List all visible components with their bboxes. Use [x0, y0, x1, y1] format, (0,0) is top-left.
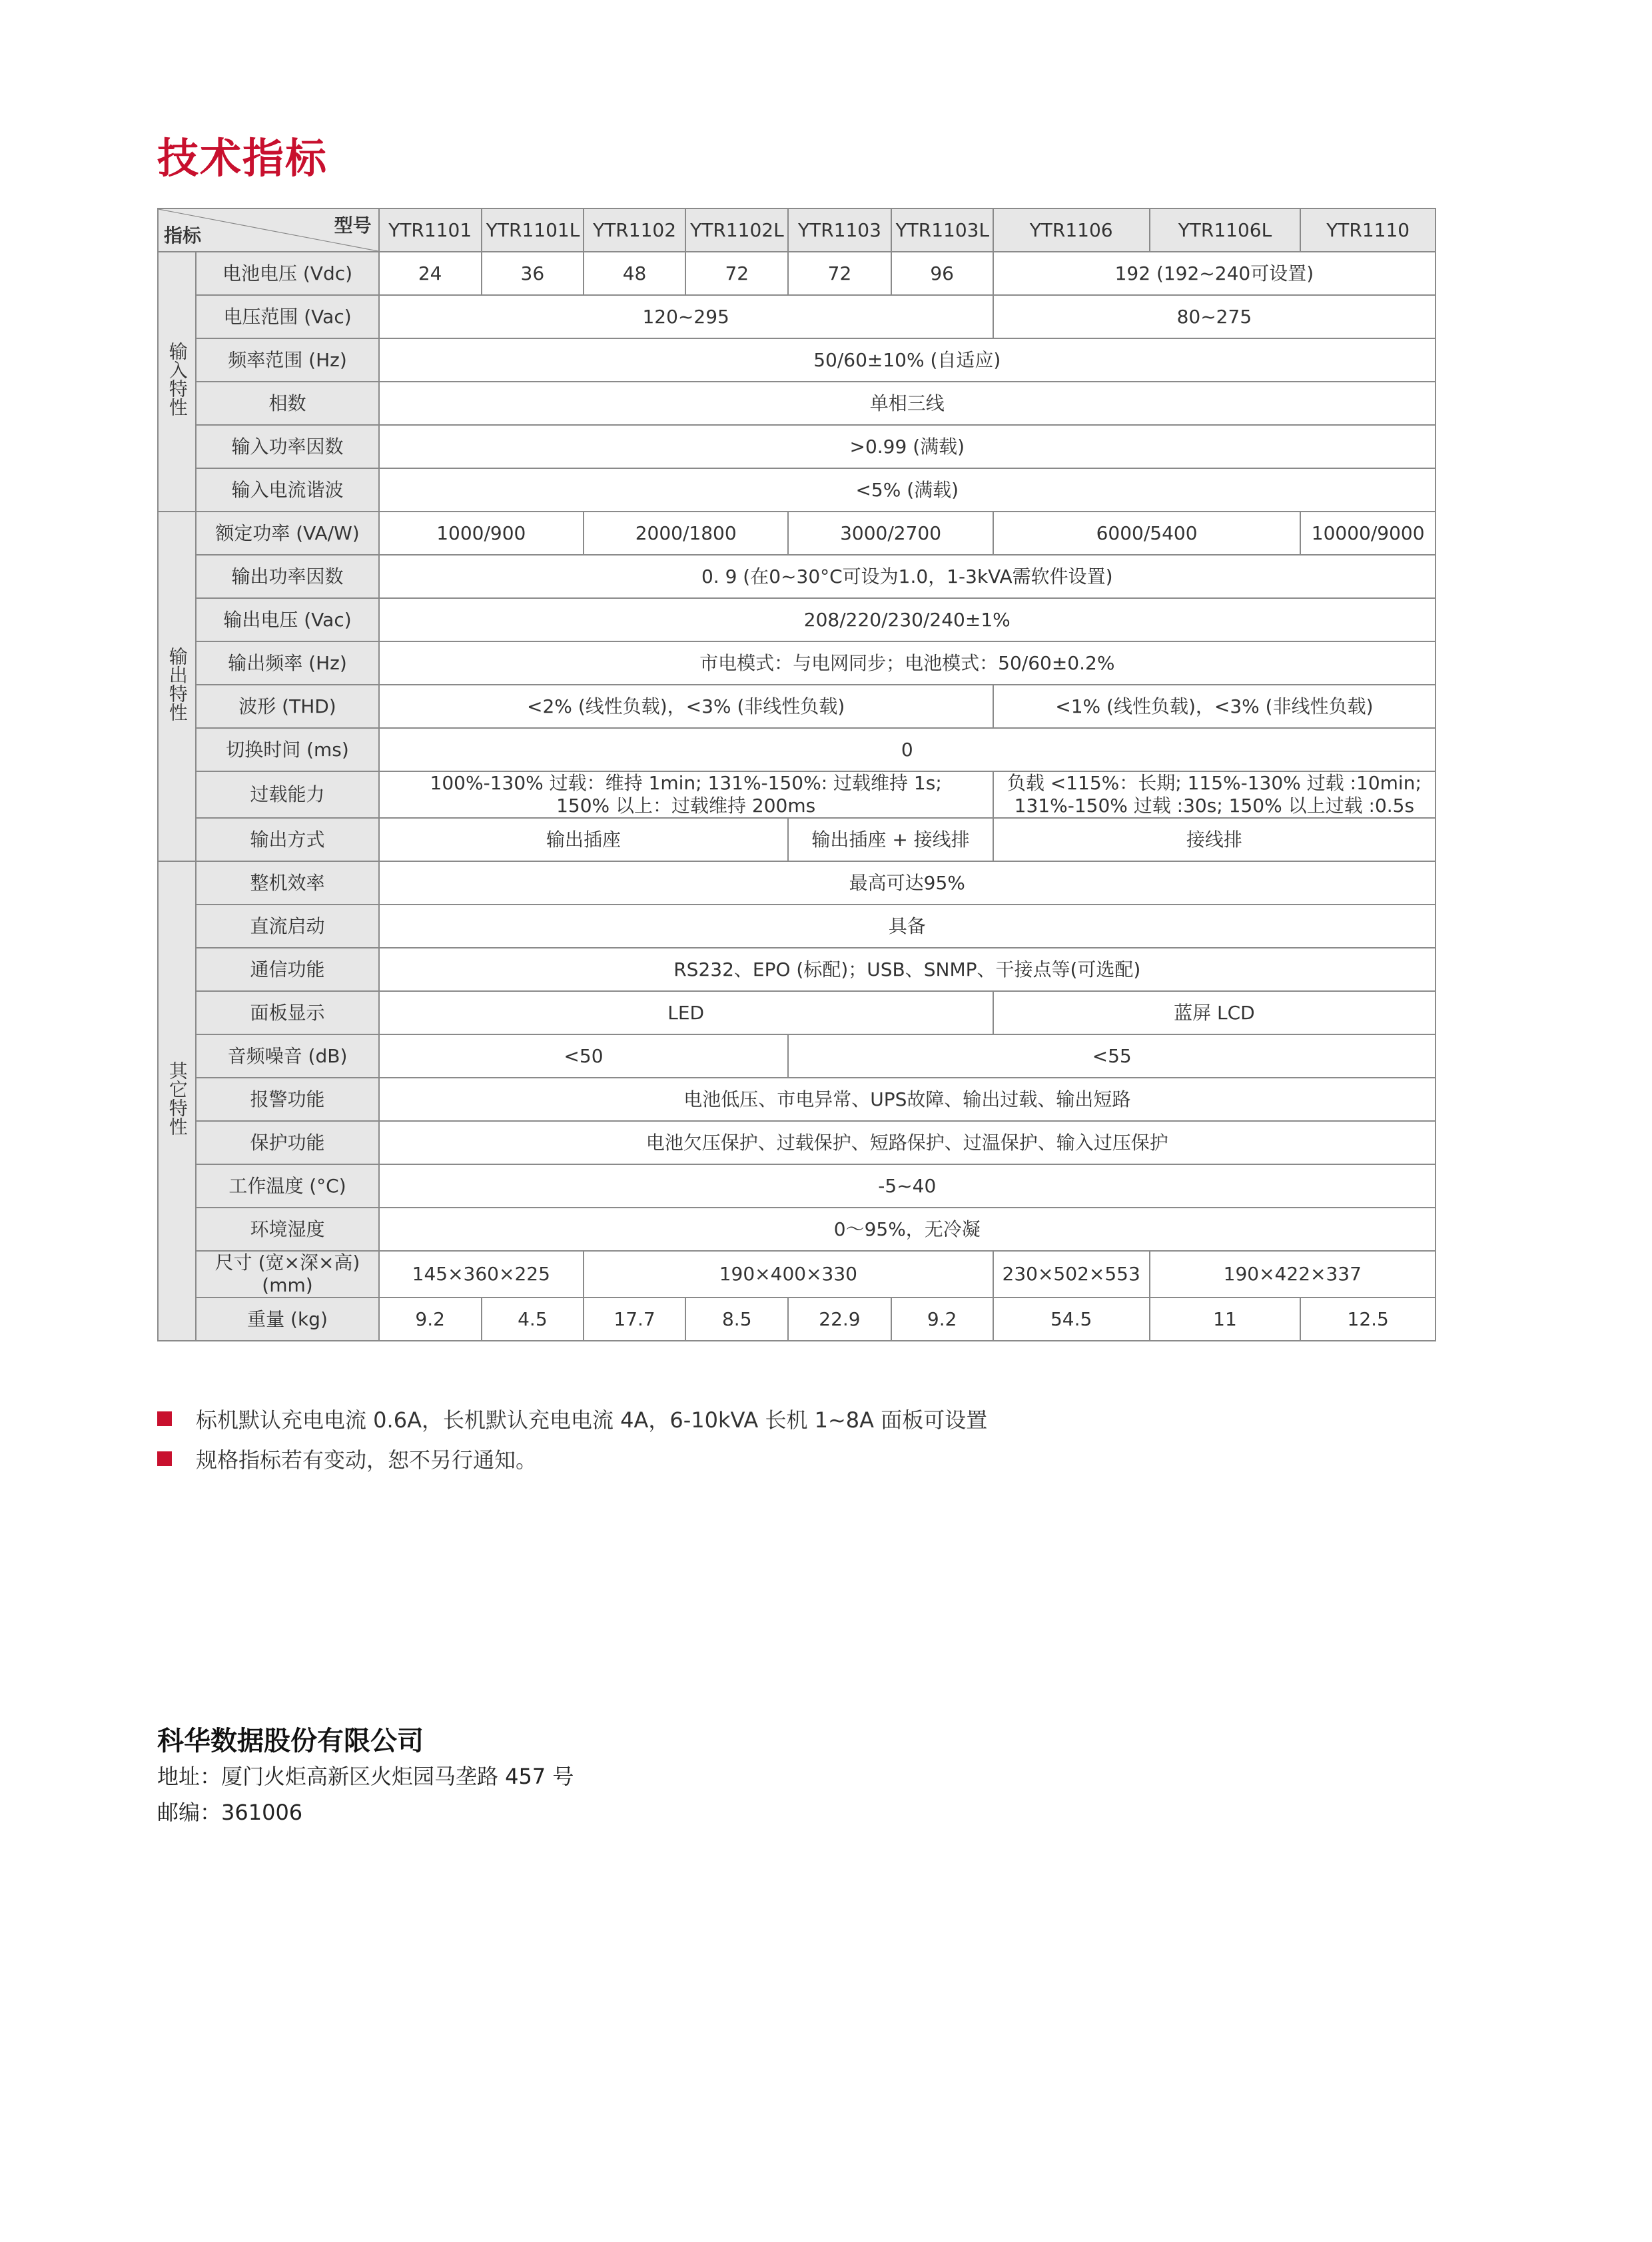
row-label: 输出功率因数 — [196, 555, 378, 598]
row-label-line: 尺寸 (宽×深×高) — [214, 1252, 360, 1274]
row-label: 报警功能 — [196, 1078, 378, 1121]
cell: 22.9 — [788, 1298, 891, 1341]
row-label: 相数 — [196, 382, 378, 425]
cell: 3000/2700 — [788, 512, 993, 555]
group-label: 其它特性 — [166, 1061, 189, 1136]
table-row — [158, 1251, 1436, 1298]
bullet-square-icon — [157, 1451, 172, 1466]
cell-line: 负载 <115%：长期; 115%-130% 过载 :10min; — [1007, 772, 1422, 794]
table-row — [158, 1208, 1436, 1251]
bullet-square-icon — [157, 1411, 172, 1426]
table-row — [158, 771, 1436, 818]
cell: 接线排 — [993, 818, 1436, 861]
page-title: 技术指标 — [157, 134, 328, 183]
cell: 单相三线 — [379, 382, 1436, 425]
cell — [379, 771, 993, 818]
cell: 输出插座 — [379, 818, 789, 861]
cell: 145×360×225 — [379, 1251, 584, 1298]
row-label: 保护功能 — [196, 1121, 378, 1164]
cell: 80~275 — [993, 295, 1436, 338]
cell: -5~40 — [379, 1164, 1436, 1208]
cell: 230×502×553 — [993, 1251, 1150, 1298]
model-header: YTR1102 — [584, 208, 685, 252]
row-label: 电池电压 (Vdc) — [196, 252, 378, 295]
cell: 192 (192~240可设置) — [993, 252, 1436, 295]
table-row — [158, 1078, 1436, 1121]
cell: 11 — [1150, 1298, 1301, 1341]
cell: 9.2 — [379, 1298, 482, 1341]
row-label — [196, 1251, 378, 1298]
cell: 1000/900 — [379, 512, 584, 555]
table-row — [158, 338, 1436, 382]
cell: 9.2 — [891, 1298, 993, 1341]
row-label: 环境湿度 — [196, 1208, 378, 1251]
row-label: 输出方式 — [196, 818, 378, 861]
model-header: YTR1101 — [379, 208, 482, 252]
cell: 12.5 — [1300, 1298, 1436, 1341]
model-header: YTR1103L — [891, 208, 993, 252]
row-label: 频率范围 (Hz) — [196, 338, 378, 382]
cell: >0.99 (满载) — [379, 425, 1436, 468]
table-row — [158, 468, 1436, 512]
table-row — [158, 728, 1436, 771]
header-row — [158, 208, 1436, 252]
row-label: 输出频率 (Hz) — [196, 641, 378, 685]
cell: RS232、EPO (标配)；USB、SNMP、干接点等(可选配) — [379, 948, 1436, 991]
header-index-label: 指标 — [164, 224, 202, 246]
cell: 208/220/230/240±1% — [379, 598, 1436, 641]
row-label: 输入电流谐波 — [196, 468, 378, 512]
note-item — [157, 1399, 987, 1439]
table-row — [158, 641, 1436, 685]
header-model-label: 型号 — [334, 214, 372, 236]
group-label: 输出特性 — [166, 646, 189, 721]
cell: 最高可达95% — [379, 861, 1436, 905]
cell: 0. 9 (在0~30°C可设为1.0，1-3kVA需软件设置) — [379, 555, 1436, 598]
cell: 市电模式：与电网同步；电池模式：50/60±0.2% — [379, 641, 1436, 685]
cell-line: 100%-130% 过载：维持 1min; 131%-150%: 过载维持 1s; — [430, 772, 942, 794]
header-corner — [158, 208, 379, 252]
cell: <2% (线性负载)，<3% (非线性负载) — [379, 685, 993, 728]
model-header: YTR1106L — [1150, 208, 1301, 252]
model-header: YTR1101L — [482, 208, 584, 252]
table-row — [158, 948, 1436, 991]
cell: 48 — [584, 252, 685, 295]
cell: 36 — [482, 252, 584, 295]
cell-line: 150% 以上：过载维持 200ms — [556, 795, 816, 817]
cell: 0 — [379, 728, 1436, 771]
company-name: 科华数据股份有限公司 — [157, 1726, 424, 1756]
cell — [993, 771, 1436, 818]
cell: 2000/1800 — [584, 512, 788, 555]
company-zip: 邮编：361006 — [157, 1800, 303, 1825]
table-row — [158, 1034, 1436, 1078]
row-label: 电压范围 (Vac) — [196, 295, 378, 338]
model-header: YTR1103 — [788, 208, 891, 252]
cell-line: 131%-150% 过载 :30s; 150% 以上过载 :0.5s — [1014, 795, 1415, 817]
table-row — [158, 555, 1436, 598]
cell: 10000/9000 — [1300, 512, 1436, 555]
cell: 24 — [379, 252, 482, 295]
cell: 0～95%，无冷凝 — [379, 1208, 1436, 1251]
row-label: 过载能力 — [196, 771, 378, 818]
spec-table — [157, 208, 1436, 1341]
table-row — [158, 905, 1436, 948]
row-label: 直流启动 — [196, 905, 378, 948]
cell: 72 — [685, 252, 788, 295]
cell: 电池低压、市电异常、UPS故障、输出过载、输出短路 — [379, 1078, 1436, 1121]
table-row — [158, 295, 1436, 338]
table-row — [158, 1121, 1436, 1164]
table-row — [158, 598, 1436, 641]
cell: 4.5 — [482, 1298, 584, 1341]
row-label: 工作温度 (°C) — [196, 1164, 378, 1208]
notes — [157, 1399, 987, 1479]
cell: 8.5 — [685, 1298, 788, 1341]
cell: <1% (线性负载)，<3% (非线性负载) — [993, 685, 1436, 728]
row-label: 通信功能 — [196, 948, 378, 991]
company-address: 地址：厦门火炬高新区火炬园马垄路 457 号 — [157, 1764, 574, 1789]
model-header: YTR1102L — [685, 208, 788, 252]
cell: 190×400×330 — [584, 1251, 993, 1298]
row-label: 额定功率 (VA/W) — [196, 512, 378, 555]
cell: <55 — [788, 1034, 1436, 1078]
group-input — [158, 252, 196, 512]
row-label: 重量 (kg) — [196, 1298, 378, 1341]
cell: 蓝屏 LCD — [993, 991, 1436, 1034]
cell: 17.7 — [584, 1298, 685, 1341]
table-row — [158, 1298, 1436, 1341]
row-label: 波形 (THD) — [196, 685, 378, 728]
model-header: YTR1110 — [1300, 208, 1436, 252]
table-row — [158, 382, 1436, 425]
cell: 输出插座 + 接线排 — [788, 818, 993, 861]
row-label: 输入功率因数 — [196, 425, 378, 468]
group-output — [158, 512, 196, 861]
row-label: 音频噪音 (dB) — [196, 1034, 378, 1078]
cell: 72 — [788, 252, 891, 295]
group-label: 输入特性 — [166, 342, 189, 416]
table-row — [158, 252, 1436, 295]
note-item — [157, 1439, 987, 1479]
cell: 120~295 — [379, 295, 993, 338]
cell: LED — [379, 991, 993, 1034]
cell: 6000/5400 — [993, 512, 1301, 555]
group-other — [158, 861, 196, 1341]
table-row — [158, 861, 1436, 905]
note-text: 标机默认充电电流 0.6A，长机默认充电电流 4A，6-10kVA 长机 1~8A 面板可设置 — [196, 1407, 988, 1433]
table-row — [158, 1164, 1436, 1208]
cell: 电池欠压保护、过载保护、短路保护、过温保护、输入过压保护 — [379, 1121, 1436, 1164]
table-row — [158, 818, 1436, 861]
cell: 54.5 — [993, 1298, 1150, 1341]
row-label: 面板显示 — [196, 991, 378, 1034]
cell: 96 — [891, 252, 993, 295]
row-label: 整机效率 — [196, 861, 378, 905]
row-label-line: (mm) — [262, 1274, 313, 1296]
table-row — [158, 991, 1436, 1034]
cell: <50 — [379, 1034, 789, 1078]
cell: 具备 — [379, 905, 1436, 948]
cell: 190×422×337 — [1150, 1251, 1436, 1298]
cell: <5% (满载) — [379, 468, 1436, 512]
model-header: YTR1106 — [993, 208, 1150, 252]
table-row — [158, 425, 1436, 468]
note-text: 规格指标若有变动，恕不另行通知。 — [196, 1447, 538, 1473]
table-row — [158, 512, 1436, 555]
row-label: 输出电压 (Vac) — [196, 598, 378, 641]
table-row — [158, 685, 1436, 728]
row-label: 切换时间 (ms) — [196, 728, 378, 771]
cell: 50/60±10% (自适应) — [379, 338, 1436, 382]
